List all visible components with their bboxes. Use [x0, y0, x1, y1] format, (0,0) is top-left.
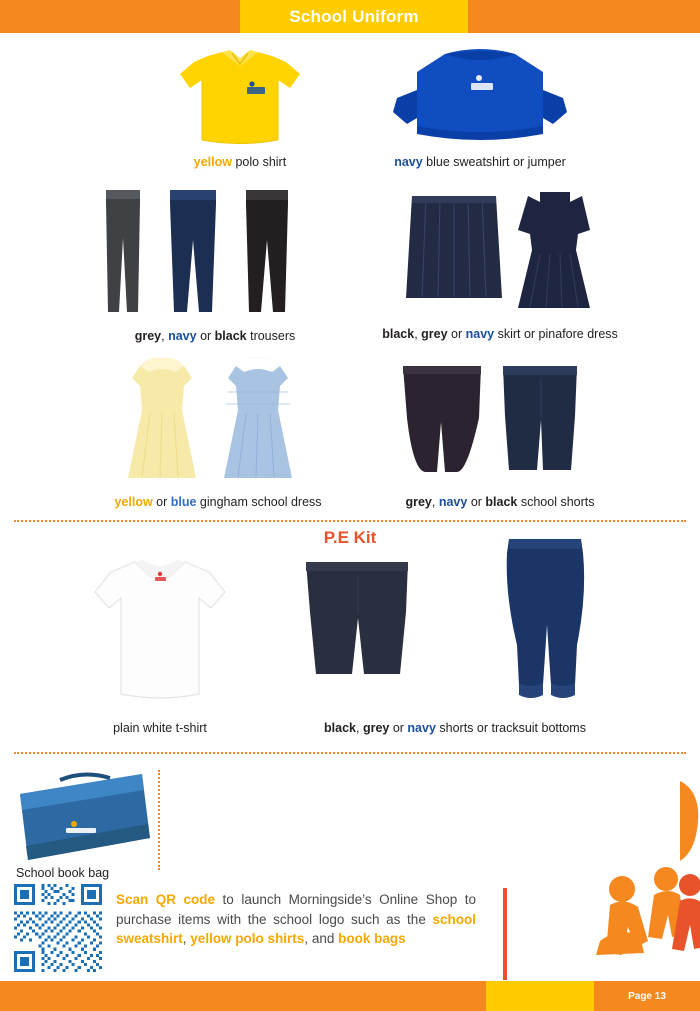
- qr-text-part-1: Scan QR code: [116, 892, 216, 907]
- header-title-block: [240, 0, 468, 33]
- caption-pe-tshirt: plain white t-shirt: [113, 721, 207, 735]
- image-skirt-pinafore: [400, 190, 600, 318]
- image-sweatshirt: [375, 38, 585, 158]
- qr-instruction-text: [116, 890, 476, 949]
- qr-text-part-7: book bags: [338, 931, 406, 947]
- caption-sweatshirt: navy blue sweatshirt or jumper: [394, 155, 566, 169]
- people-illustration: [570, 781, 700, 981]
- page-header: [0, 0, 700, 33]
- image-school-shorts: [395, 360, 595, 485]
- divider-bookbag: [14, 752, 686, 754]
- page-title: School Uniform: [289, 6, 419, 26]
- footer-left-block: [0, 981, 486, 1011]
- header-right-block: [468, 0, 700, 33]
- divider-pe: [14, 520, 686, 522]
- page-footer: [0, 981, 700, 1011]
- caption-book-bag: School book bag: [16, 866, 110, 880]
- image-gingham-dresses: [110, 352, 320, 487]
- page-number: Page 13: [628, 990, 666, 1002]
- caption-gingham-dress: yellow or blue gingham school dress: [114, 495, 322, 509]
- footer-page-block: [594, 981, 700, 1011]
- image-tracksuit-bottoms: [495, 535, 595, 707]
- qr-text-part-4: ,: [182, 931, 191, 947]
- image-pe-shorts: [300, 556, 415, 681]
- divider-vertical-bookbag: [158, 770, 160, 870]
- qr-text-part-6: , and: [304, 931, 339, 947]
- section-title-pe: P.E Kit: [323, 528, 377, 547]
- qr-text-part-2: to launch Morningside’s Online Shop to purchase items with the school logo such as the: [116, 892, 476, 927]
- caption-polo-shirt: yellow polo shirt: [193, 155, 287, 169]
- header-left-block: [0, 0, 240, 33]
- qr-text-part-5: yellow polo shirts: [190, 931, 305, 947]
- footer-mid-block: [486, 981, 594, 1011]
- image-polo-shirt: [150, 40, 330, 155]
- caption-trousers: grey, navy or black trousers: [134, 329, 296, 343]
- caption-skirt-pinafore: black, grey or navy skirt or pinafore dress: [382, 327, 618, 341]
- qr-code[interactable]: [14, 884, 102, 972]
- caption-school-shorts: grey, navy or black school shorts: [405, 495, 595, 509]
- qr-text-part-3: school sweatshirt: [116, 911, 476, 947]
- image-pe-tshirt: [85, 552, 235, 707]
- qr-vertical-rule: [503, 888, 507, 980]
- caption-pe-shorts: black, grey or navy shorts or tracksuit bottoms: [324, 721, 586, 735]
- image-book-bag: [14, 768, 154, 864]
- image-trousers: [98, 186, 328, 316]
